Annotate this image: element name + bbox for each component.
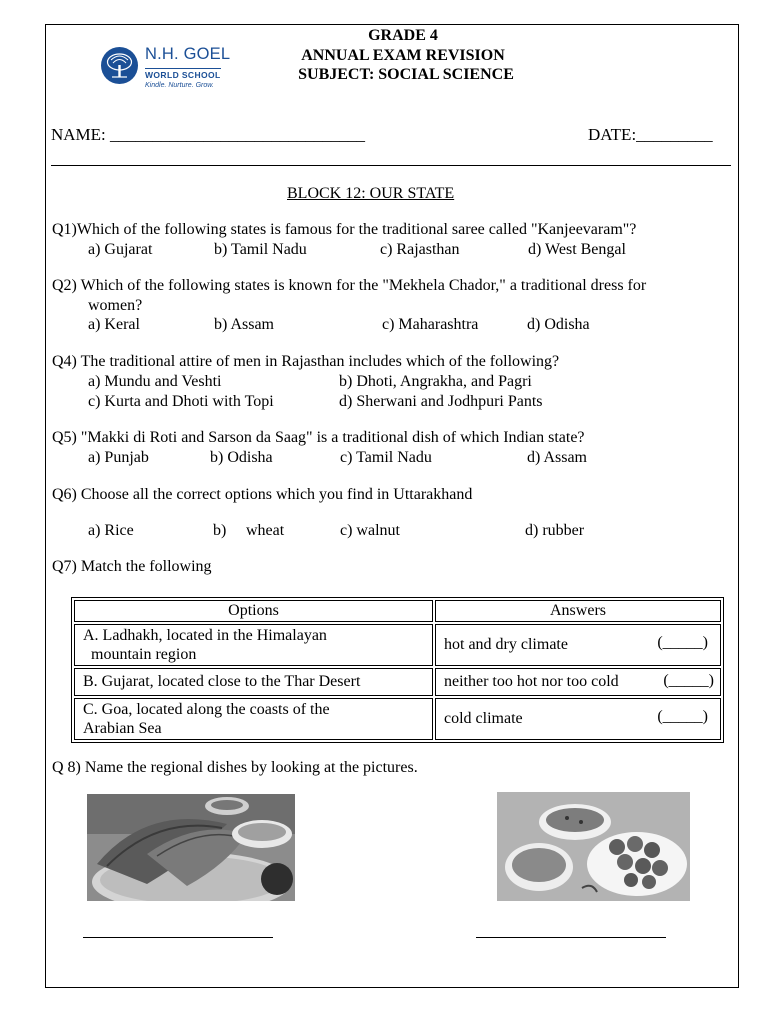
logo-name: N.H. GOEL	[145, 45, 231, 63]
dosa-photo	[87, 794, 295, 901]
option-b-line1: B. Gujarat, located close to the Thar Desert	[83, 673, 361, 690]
q2-option-d[interactable]: d) Odisha	[527, 316, 590, 333]
table-row	[74, 624, 721, 666]
option-a-line1: A. Ladhakh, located in the Himalayan	[83, 627, 327, 644]
worksheet-page	[45, 24, 739, 988]
q6-option-b-text[interactable]: wheat	[246, 522, 285, 539]
question-6: Q6) Choose all the correct options which you find in Uttarakhand	[52, 486, 473, 503]
q2-option-a[interactable]: a) Keral	[88, 316, 140, 333]
exam-heading: ANNUAL EXAM REVISION	[301, 47, 505, 64]
option-cell	[74, 698, 433, 740]
answer-blank[interactable]: (_____)	[663, 672, 714, 689]
q2-option-c[interactable]: c) Maharashtra	[382, 316, 479, 333]
question-7: Q7) Match the following	[52, 558, 212, 575]
answer-blank[interactable]: (_____)	[657, 634, 708, 651]
answer-b: neither too hot nor too cold	[444, 673, 619, 690]
q4-option-d[interactable]: d) Sherwani and Jodhpuri Pants	[339, 393, 543, 410]
q6-option-a[interactable]: a) Rice	[88, 522, 134, 539]
option-a-line2: mountain region	[91, 646, 197, 663]
match-table	[71, 597, 724, 743]
block-title: BLOCK 12: OUR STATE	[287, 185, 455, 202]
q6-option-c[interactable]: c) walnut	[340, 522, 400, 539]
answer-c: cold climate	[444, 710, 523, 727]
answer-blank[interactable]: (_____)	[657, 708, 708, 725]
q2-option-b[interactable]: b) Assam	[214, 316, 274, 333]
table-header-row	[74, 600, 721, 622]
q5-option-d[interactable]: d) Assam	[527, 449, 587, 466]
option-cell	[74, 624, 433, 666]
q6-option-b[interactable]: b)	[213, 522, 227, 539]
question-5: Q5) "Makki di Roti and Sarson da Saag" is a traditional dish of which Indian state?	[52, 429, 585, 446]
q4-option-b[interactable]: b) Dhoti, Angrakha, and Pagri	[339, 373, 532, 390]
logo-subtitle: WORLD SCHOOL	[145, 70, 221, 80]
option-c-line2: Arabian Sea	[83, 720, 162, 737]
q5-option-b[interactable]: b) Odisha	[210, 449, 273, 466]
q6-option-d[interactable]: d) rubber	[525, 522, 585, 539]
question-4: Q4) The traditional attire of men in Rajasthan includes which of the following?	[52, 353, 560, 370]
logo-tagline: Kindle. Nurture. Grow.	[145, 82, 214, 89]
grade-heading: GRADE 4	[368, 27, 438, 44]
answer-line-dish-2[interactable]	[476, 937, 666, 938]
answer-cell	[435, 698, 721, 740]
date-field[interactable]: DATE:_________	[588, 125, 713, 144]
answer-a: hot and dry climate	[444, 636, 568, 653]
question-1: Q1)Which of the following states is famous for the traditional saree called "Kanjeevaram"?	[52, 221, 637, 238]
q4-option-a[interactable]: a) Mundu and Veshti	[88, 373, 222, 390]
pakora-photo	[497, 792, 690, 901]
divider-line	[51, 165, 731, 166]
question-2: Q2) Which of the following states is known for the "Mekhela Chador," a traditional dress for	[52, 277, 647, 294]
answer-cell	[435, 668, 721, 696]
q1-option-a[interactable]: a) Gujarat	[88, 241, 153, 258]
question-8: Q 8) Name the regional dishes by looking at the pictures.	[52, 759, 418, 776]
q1-option-b[interactable]: b) Tamil Nadu	[214, 241, 307, 258]
header-options: Options	[74, 600, 433, 622]
name-field[interactable]: NAME: ______________________________	[51, 125, 366, 144]
q1-option-d[interactable]: d) West Bengal	[528, 241, 626, 258]
question-2-cont: women?	[88, 297, 143, 314]
q1-option-c[interactable]: c) Rajasthan	[380, 241, 460, 258]
answer-cell	[435, 624, 721, 666]
answer-line-dish-1[interactable]	[83, 937, 273, 938]
table-row	[74, 698, 721, 740]
q5-option-c[interactable]: c) Tamil Nadu	[340, 449, 432, 466]
option-cell	[74, 668, 433, 696]
subject-heading: SUBJECT: SOCIAL SCIENCE	[298, 66, 514, 83]
q5-option-a[interactable]: a) Punjab	[88, 449, 149, 466]
q4-option-c[interactable]: c) Kurta and Dhoti with Topi	[88, 393, 274, 410]
table-row	[74, 668, 721, 696]
option-c-line1: C. Goa, located along the coasts of the	[83, 701, 330, 718]
header-answers: Answers	[435, 600, 721, 622]
